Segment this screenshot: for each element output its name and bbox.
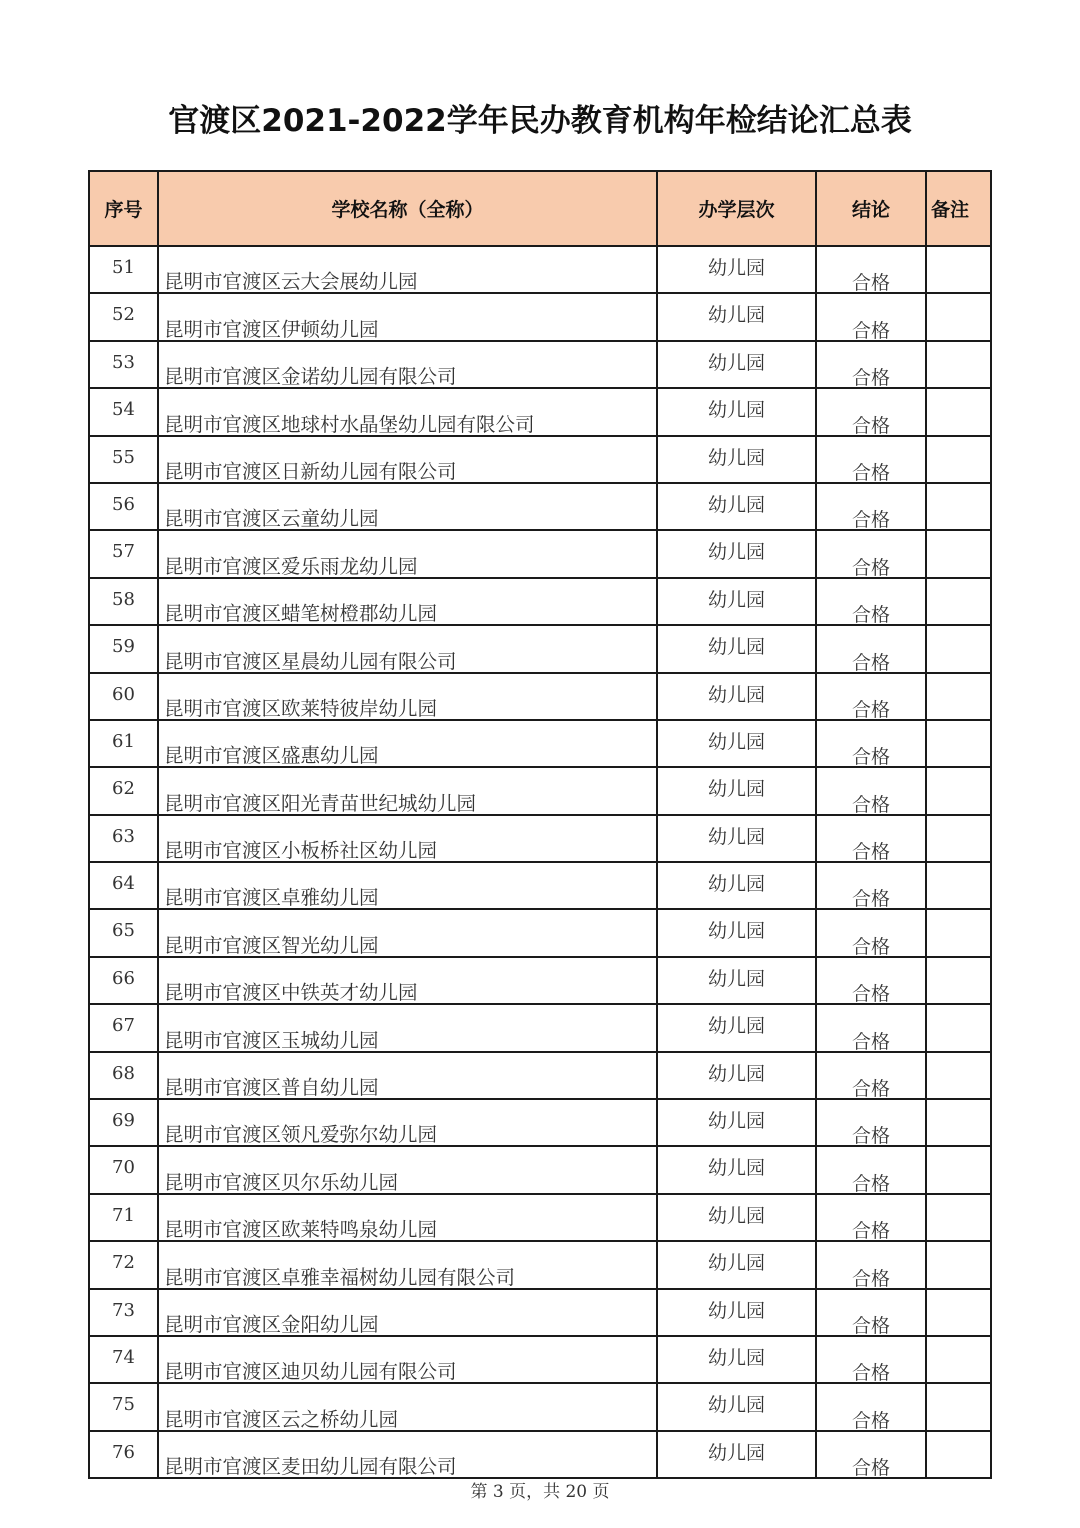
inspection-result: 合格 xyxy=(851,793,890,816)
row-index: 59 xyxy=(112,636,135,658)
cell-school-name xyxy=(158,1383,657,1430)
cell-school-name xyxy=(158,483,657,530)
school-level: 幼儿园 xyxy=(707,257,765,279)
inspection-result: 合格 xyxy=(851,1267,890,1290)
school-name: 昆明市官渡区蜡笔树橙郡幼儿园 xyxy=(164,602,438,626)
row-index: 73 xyxy=(112,1299,135,1321)
row-index: 63 xyxy=(112,825,135,847)
school-name: 昆明市官渡区云童幼儿园 xyxy=(164,507,379,531)
school-name: 昆明市官渡区卓雅幸福树幼儿园有限公司 xyxy=(164,1265,516,1289)
cell-index xyxy=(89,1241,158,1288)
cell-level xyxy=(657,530,816,577)
cell-result xyxy=(816,1241,926,1288)
cell-result xyxy=(816,1004,926,1051)
table-row xyxy=(89,341,991,388)
school-name: 昆明市官渡区欧莱特鸣泉幼儿园 xyxy=(164,1218,438,1242)
inspection-result: 合格 xyxy=(851,1362,890,1385)
header-remark: 备注 xyxy=(926,171,991,246)
cell-remark xyxy=(926,625,991,672)
school-name: 昆明市官渡区小板桥社区幼儿园 xyxy=(164,839,438,863)
inspection-result: 合格 xyxy=(851,888,890,911)
table-row xyxy=(89,388,991,435)
school-name: 昆明市官渡区贝尔乐幼儿园 xyxy=(164,1170,399,1194)
cell-remark xyxy=(926,1146,991,1193)
cell-result xyxy=(816,578,926,625)
inspection-result: 合格 xyxy=(851,461,890,484)
cell-school-name xyxy=(158,720,657,767)
cell-result xyxy=(816,1289,926,1336)
cell-school-name xyxy=(158,673,657,720)
school-name: 昆明市官渡区地球村水晶堡幼儿园有限公司 xyxy=(164,412,535,436)
row-index: 65 xyxy=(112,920,135,942)
school-level: 幼儿园 xyxy=(707,1346,765,1369)
row-index: 62 xyxy=(112,778,135,800)
cell-remark xyxy=(926,388,991,435)
cell-level xyxy=(657,578,816,625)
inspection-result: 合格 xyxy=(851,509,890,532)
school-level: 幼儿园 xyxy=(707,1441,765,1464)
inspection-result: 合格 xyxy=(851,1030,890,1053)
cell-level xyxy=(657,341,816,388)
table-row xyxy=(89,673,991,720)
table-row xyxy=(89,246,991,293)
cell-level xyxy=(657,909,816,956)
cell-school-name xyxy=(158,1004,657,1051)
inspection-result: 合格 xyxy=(851,319,890,342)
school-name: 昆明市官渡区迪贝幼儿园有限公司 xyxy=(164,1360,457,1384)
row-index: 56 xyxy=(112,493,135,515)
cell-result xyxy=(816,246,926,293)
cell-index xyxy=(89,1383,158,1430)
table-row xyxy=(89,1383,991,1430)
cell-result xyxy=(816,341,926,388)
cell-index xyxy=(89,862,158,909)
cell-level xyxy=(657,1241,816,1288)
row-index: 53 xyxy=(112,351,135,373)
cell-remark xyxy=(926,862,991,909)
cell-school-name xyxy=(158,1289,657,1336)
cell-level xyxy=(657,388,816,435)
cell-school-name xyxy=(158,388,657,435)
table-row xyxy=(89,720,991,767)
cell-index xyxy=(89,720,158,767)
school-name: 昆明市官渡区盛惠幼儿园 xyxy=(164,744,379,768)
school-name: 昆明市官渡区爱乐雨龙幼儿园 xyxy=(164,554,418,578)
cell-school-name xyxy=(158,1052,657,1099)
cell-school-name xyxy=(158,1099,657,1146)
school-name: 昆明市官渡区金诺幼儿园有限公司 xyxy=(164,365,457,389)
cell-remark xyxy=(926,815,991,862)
school-level: 幼儿园 xyxy=(707,1394,765,1417)
cell-school-name xyxy=(158,1431,657,1478)
table-row xyxy=(89,1194,991,1241)
school-name: 昆明市官渡区智光幼儿园 xyxy=(164,933,379,957)
cell-level xyxy=(657,246,816,293)
inspection-result: 合格 xyxy=(851,1172,890,1195)
school-level: 幼儿园 xyxy=(707,541,765,564)
cell-index xyxy=(89,1289,158,1336)
school-level: 幼儿园 xyxy=(707,1157,765,1180)
school-level: 幼儿园 xyxy=(707,967,765,990)
row-index: 52 xyxy=(112,304,135,326)
cell-school-name xyxy=(158,436,657,483)
cell-school-name xyxy=(158,246,657,293)
cell-result xyxy=(816,862,926,909)
cell-remark xyxy=(926,1336,991,1383)
cell-result xyxy=(816,957,926,1004)
cell-result xyxy=(816,1099,926,1146)
school-level: 幼儿园 xyxy=(707,636,765,659)
cell-level xyxy=(657,483,816,530)
cell-index xyxy=(89,625,158,672)
cell-level xyxy=(657,673,816,720)
school-name: 昆明市官渡区星晨幼儿园有限公司 xyxy=(164,649,457,673)
header-result: 结论 xyxy=(816,171,926,246)
cell-result xyxy=(816,1052,926,1099)
summary-table xyxy=(88,170,992,1479)
cell-index xyxy=(89,815,158,862)
table-row xyxy=(89,530,991,577)
school-level: 幼儿园 xyxy=(707,1204,765,1227)
inspection-result: 合格 xyxy=(851,841,890,864)
cell-index xyxy=(89,1194,158,1241)
cell-remark xyxy=(926,1099,991,1146)
table-row xyxy=(89,1431,991,1478)
header-school-name: 学校名称（全称） xyxy=(158,171,657,246)
cell-level xyxy=(657,957,816,1004)
cell-level xyxy=(657,720,816,767)
school-level: 幼儿园 xyxy=(707,873,765,896)
school-name: 昆明市官渡区普自幼儿园 xyxy=(164,1076,379,1100)
header-level: 办学层次 xyxy=(657,171,816,246)
cell-school-name xyxy=(158,293,657,340)
cell-remark xyxy=(926,530,991,577)
row-index: 75 xyxy=(112,1394,135,1416)
table-row xyxy=(89,436,991,483)
cell-result xyxy=(816,1336,926,1383)
cell-remark xyxy=(926,436,991,483)
row-index: 76 xyxy=(112,1441,135,1463)
table-row xyxy=(89,483,991,530)
cell-remark xyxy=(926,1052,991,1099)
table-row xyxy=(89,909,991,956)
row-index: 55 xyxy=(112,446,135,468)
cell-level xyxy=(657,436,816,483)
header-index: 序号 xyxy=(89,171,158,246)
school-name: 昆明市官渡区阳光青苗世纪城幼儿园 xyxy=(164,791,477,815)
inspection-result: 合格 xyxy=(851,414,890,437)
cell-school-name xyxy=(158,530,657,577)
table-row xyxy=(89,767,991,814)
cell-index xyxy=(89,483,158,530)
row-index: 54 xyxy=(112,399,135,421)
school-level: 幼儿园 xyxy=(707,778,765,801)
school-level: 幼儿园 xyxy=(707,920,765,943)
cell-level xyxy=(657,1431,816,1478)
row-index: 71 xyxy=(112,1204,135,1226)
cell-level xyxy=(657,1146,816,1193)
school-level: 幼儿园 xyxy=(707,399,765,422)
inspection-result: 合格 xyxy=(851,604,890,627)
cell-school-name xyxy=(158,1241,657,1288)
cell-index xyxy=(89,1146,158,1193)
school-level: 幼儿园 xyxy=(707,493,765,516)
cell-remark xyxy=(926,1289,991,1336)
cell-level xyxy=(657,862,816,909)
cell-remark xyxy=(926,1004,991,1051)
table-body xyxy=(89,246,991,1478)
school-level: 幼儿园 xyxy=(707,1252,765,1275)
cell-level xyxy=(657,1336,816,1383)
cell-level xyxy=(657,1004,816,1051)
inspection-result: 合格 xyxy=(851,272,890,295)
school-level: 幼儿园 xyxy=(707,588,765,611)
cell-remark xyxy=(926,293,991,340)
cell-remark xyxy=(926,909,991,956)
cell-index xyxy=(89,957,158,1004)
cell-index xyxy=(89,246,158,293)
cell-result xyxy=(816,1194,926,1241)
school-level: 幼儿园 xyxy=(707,825,765,848)
school-name: 昆明市官渡区金阳幼儿园 xyxy=(164,1312,379,1336)
table-row xyxy=(89,1004,991,1051)
school-name: 昆明市官渡区欧莱特彼岸幼儿园 xyxy=(164,696,438,720)
cell-index xyxy=(89,909,158,956)
page-footer: 第 3 页，共 20 页 xyxy=(470,1482,610,1502)
table-header-row xyxy=(89,171,991,246)
cell-result xyxy=(816,1431,926,1478)
inspection-result: 合格 xyxy=(851,1220,890,1243)
cell-level xyxy=(657,293,816,340)
table-row xyxy=(89,862,991,909)
cell-level xyxy=(657,1289,816,1336)
row-index: 61 xyxy=(112,730,135,752)
school-name: 昆明市官渡区日新幼儿园有限公司 xyxy=(164,459,457,483)
cell-level xyxy=(657,815,816,862)
school-level: 幼儿园 xyxy=(707,1110,765,1133)
cell-remark xyxy=(926,1194,991,1241)
inspection-result: 合格 xyxy=(851,1314,890,1337)
cell-result xyxy=(816,815,926,862)
row-index: 67 xyxy=(112,1015,135,1037)
school-level: 幼儿园 xyxy=(707,1062,765,1085)
table-row xyxy=(89,1336,991,1383)
table-row xyxy=(89,625,991,672)
inspection-result: 合格 xyxy=(851,556,890,579)
inspection-result: 合格 xyxy=(851,983,890,1006)
row-index: 68 xyxy=(112,1062,135,1084)
inspection-result: 合格 xyxy=(851,1457,890,1480)
cell-result xyxy=(816,293,926,340)
cell-school-name xyxy=(158,767,657,814)
school-name: 昆明市官渡区麦田幼儿园有限公司 xyxy=(164,1455,457,1479)
cell-school-name xyxy=(158,1336,657,1383)
cell-result xyxy=(816,1383,926,1430)
cell-result xyxy=(816,625,926,672)
table-row xyxy=(89,293,991,340)
cell-index xyxy=(89,673,158,720)
table-row xyxy=(89,1289,991,1336)
row-index: 72 xyxy=(112,1252,135,1274)
cell-remark xyxy=(926,767,991,814)
cell-index xyxy=(89,1336,158,1383)
cell-level xyxy=(657,1383,816,1430)
school-level: 幼儿园 xyxy=(707,730,765,753)
row-index: 64 xyxy=(112,873,135,895)
row-index: 70 xyxy=(112,1157,135,1179)
school-level: 幼儿园 xyxy=(707,351,765,374)
inspection-result: 合格 xyxy=(851,1125,890,1148)
cell-index xyxy=(89,388,158,435)
row-index: 69 xyxy=(112,1110,135,1132)
inspection-result: 合格 xyxy=(851,935,890,958)
school-level: 幼儿园 xyxy=(707,1299,765,1322)
cell-remark xyxy=(926,957,991,1004)
cell-index xyxy=(89,293,158,340)
cell-remark xyxy=(926,578,991,625)
cell-school-name xyxy=(158,862,657,909)
cell-school-name xyxy=(158,815,657,862)
cell-remark xyxy=(926,341,991,388)
cell-remark xyxy=(926,720,991,767)
row-index: 57 xyxy=(112,541,135,563)
cell-index xyxy=(89,767,158,814)
cell-result xyxy=(816,530,926,577)
school-level: 幼儿园 xyxy=(707,1015,765,1038)
cell-result xyxy=(816,483,926,530)
inspection-result: 合格 xyxy=(851,746,890,769)
cell-remark xyxy=(926,1431,991,1478)
school-name: 昆明市官渡区云之桥幼儿园 xyxy=(164,1407,399,1431)
cell-level xyxy=(657,1194,816,1241)
table-row xyxy=(89,1099,991,1146)
cell-index xyxy=(89,1004,158,1051)
cell-index xyxy=(89,1099,158,1146)
document-title: 官渡区2021-2022学年民办教育机构年检结论汇总表 xyxy=(168,103,912,139)
school-name: 昆明市官渡区玉城幼儿园 xyxy=(164,1028,379,1052)
cell-result xyxy=(816,767,926,814)
cell-level xyxy=(657,767,816,814)
table-row xyxy=(89,815,991,862)
cell-result xyxy=(816,720,926,767)
row-index: 60 xyxy=(112,683,135,705)
inspection-result: 合格 xyxy=(851,367,890,390)
table-row xyxy=(89,1241,991,1288)
cell-index xyxy=(89,341,158,388)
inspection-result: 合格 xyxy=(851,1409,890,1432)
cell-school-name xyxy=(158,1146,657,1193)
row-index: 51 xyxy=(112,257,135,278)
cell-school-name xyxy=(158,1194,657,1241)
row-index: 66 xyxy=(112,967,135,989)
cell-result xyxy=(816,436,926,483)
cell-index xyxy=(89,530,158,577)
cell-school-name xyxy=(158,341,657,388)
cell-remark xyxy=(926,1241,991,1288)
school-level: 幼儿园 xyxy=(707,446,765,469)
table-row xyxy=(89,1052,991,1099)
cell-level xyxy=(657,1099,816,1146)
cell-result xyxy=(816,388,926,435)
cell-remark xyxy=(926,673,991,720)
row-index: 58 xyxy=(112,588,135,610)
cell-school-name xyxy=(158,578,657,625)
school-name: 昆明市官渡区伊顿幼儿园 xyxy=(164,317,379,341)
cell-remark xyxy=(926,483,991,530)
table-row xyxy=(89,578,991,625)
cell-index xyxy=(89,436,158,483)
school-name: 昆明市官渡区卓雅幼儿园 xyxy=(164,886,379,910)
school-name: 昆明市官渡区领凡爱弥尔幼儿园 xyxy=(164,1123,438,1147)
cell-result xyxy=(816,673,926,720)
cell-result xyxy=(816,909,926,956)
school-level: 幼儿园 xyxy=(707,304,765,327)
school-level: 幼儿园 xyxy=(707,683,765,706)
cell-school-name xyxy=(158,909,657,956)
cell-index xyxy=(89,1052,158,1099)
row-index: 74 xyxy=(112,1346,135,1368)
cell-index xyxy=(89,578,158,625)
inspection-result: 合格 xyxy=(851,651,890,674)
school-name: 昆明市官渡区云大会展幼儿园 xyxy=(164,270,418,294)
cell-index xyxy=(89,1431,158,1478)
inspection-result: 合格 xyxy=(851,698,890,721)
table-row xyxy=(89,957,991,1004)
cell-school-name xyxy=(158,625,657,672)
table-row xyxy=(89,1146,991,1193)
cell-level xyxy=(657,625,816,672)
cell-remark xyxy=(926,1383,991,1430)
cell-result xyxy=(816,1146,926,1193)
cell-school-name xyxy=(158,957,657,1004)
cell-remark xyxy=(926,246,991,293)
school-name: 昆明市官渡区中铁英才幼儿园 xyxy=(164,981,418,1005)
cell-level xyxy=(657,1052,816,1099)
inspection-result: 合格 xyxy=(851,1078,890,1101)
